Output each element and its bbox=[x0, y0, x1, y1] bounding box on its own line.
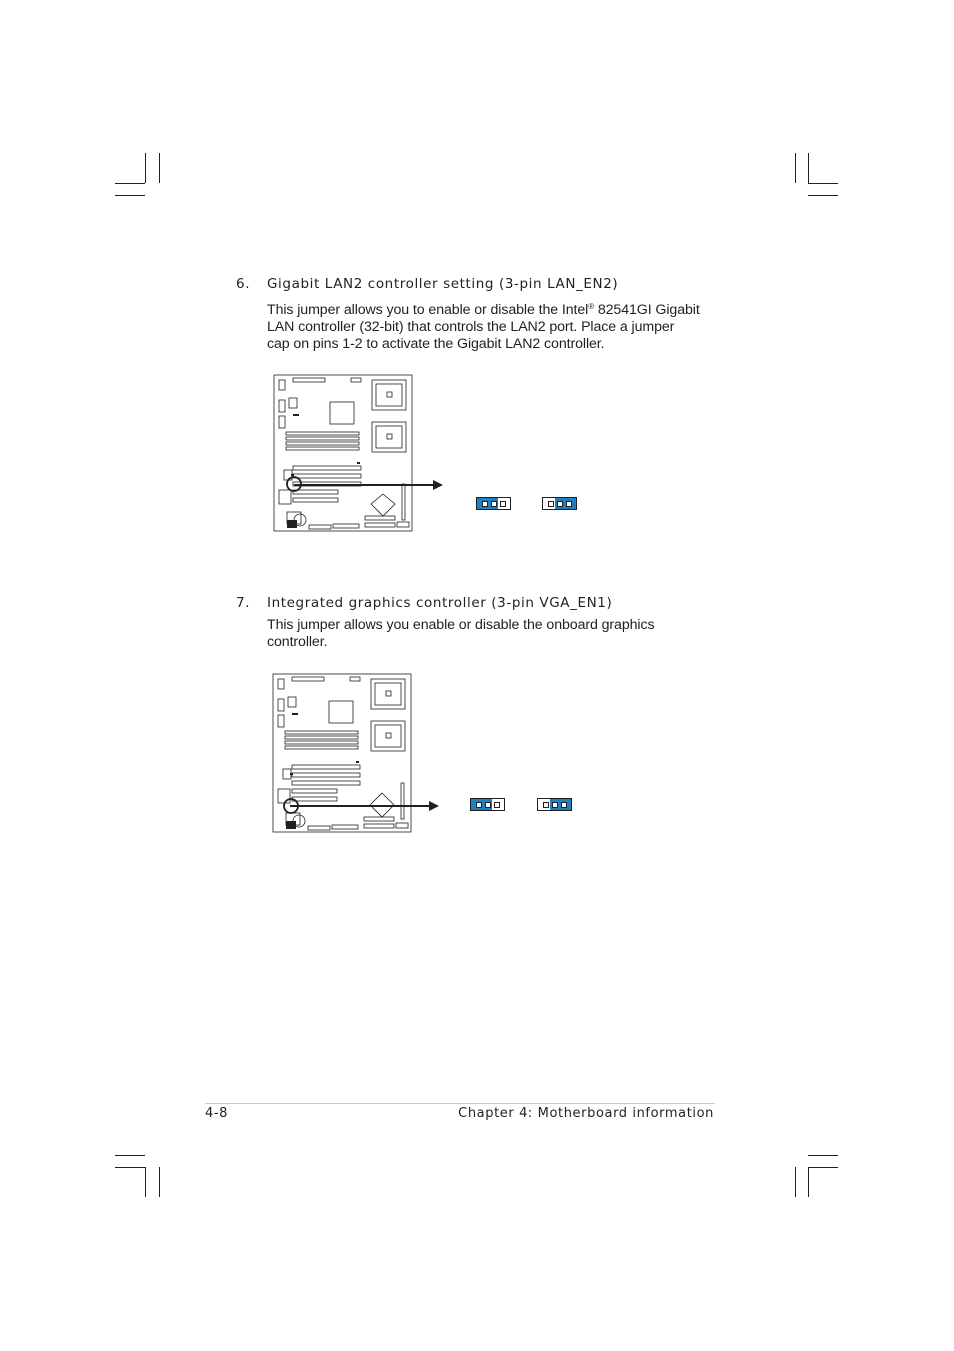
callout-arrow bbox=[290, 476, 445, 494]
crop-mark bbox=[795, 153, 796, 183]
jumper-pin bbox=[557, 501, 563, 507]
jumper-pin bbox=[543, 802, 549, 808]
crop-mark bbox=[808, 1167, 838, 1168]
section-6-title: Gigabit LAN2 controller setting (3-pin LAN_EN2) bbox=[267, 276, 619, 292]
crop-mark bbox=[115, 1167, 145, 1168]
registered-mark: ® bbox=[588, 302, 594, 311]
jumper-pin bbox=[476, 802, 482, 808]
callout-arrow bbox=[286, 797, 441, 815]
section-6-line-1-post: 82541GI Gigabit bbox=[594, 302, 700, 318]
jumper-pin bbox=[491, 501, 497, 507]
jumper-pin bbox=[485, 802, 491, 808]
crop-mark bbox=[145, 1167, 146, 1197]
jumper-setting-disabled bbox=[537, 798, 572, 811]
section-7-line-1: This jumper allows you enable or disable the onboard graphics bbox=[267, 617, 655, 633]
jumper-setting-enabled bbox=[470, 798, 505, 811]
crop-mark bbox=[795, 1167, 796, 1197]
section-7-title: Integrated graphics controller (3-pin VGA_EN1) bbox=[267, 595, 613, 611]
page-number: 4-8 bbox=[205, 1106, 229, 1121]
crop-mark bbox=[115, 195, 145, 196]
section-7-number: 7. bbox=[236, 595, 251, 611]
section-6-line-2: LAN controller (32-bit) that controls the LAN2 port. Place a jumper bbox=[267, 319, 675, 335]
jumper-pin bbox=[494, 802, 500, 808]
jumper-pin bbox=[500, 501, 506, 507]
motherboard-layout-lan-en2 bbox=[273, 374, 413, 532]
crop-mark bbox=[808, 1155, 838, 1156]
chapter-title: Chapter 4: Motherboard information bbox=[458, 1106, 714, 1121]
section-6-line-3: cap on pins 1-2 to activate the Gigabit LAN2 controller. bbox=[267, 336, 605, 352]
section-7-heading bbox=[236, 595, 612, 611]
jumper-pin bbox=[548, 501, 554, 507]
crop-mark bbox=[808, 195, 838, 196]
section-6-line-1-pre: This jumper allows you to enable or disable the Intel bbox=[267, 302, 589, 318]
footer-rule bbox=[205, 1103, 715, 1104]
jumper-pin bbox=[561, 802, 567, 808]
jumper-pin bbox=[552, 802, 558, 808]
crop-mark bbox=[115, 183, 145, 184]
crop-mark bbox=[808, 1167, 809, 1197]
crop-mark bbox=[808, 183, 838, 184]
jumper-pin bbox=[482, 501, 488, 507]
jumper-setting-enabled bbox=[476, 497, 511, 510]
crop-mark bbox=[145, 153, 146, 183]
jumper-pin bbox=[566, 501, 572, 507]
crop-mark bbox=[159, 1167, 160, 1197]
section-7-line-2: controller. bbox=[267, 634, 328, 650]
crop-mark bbox=[159, 153, 160, 183]
section-6-heading bbox=[236, 276, 618, 292]
section-7-body bbox=[267, 617, 717, 651]
crop-mark bbox=[808, 153, 809, 183]
motherboard-diagram bbox=[273, 374, 413, 532]
crop-mark bbox=[115, 1155, 145, 1156]
section-6-body bbox=[267, 298, 717, 353]
section-6-number: 6. bbox=[236, 276, 251, 292]
jumper-setting-disabled bbox=[542, 497, 577, 510]
